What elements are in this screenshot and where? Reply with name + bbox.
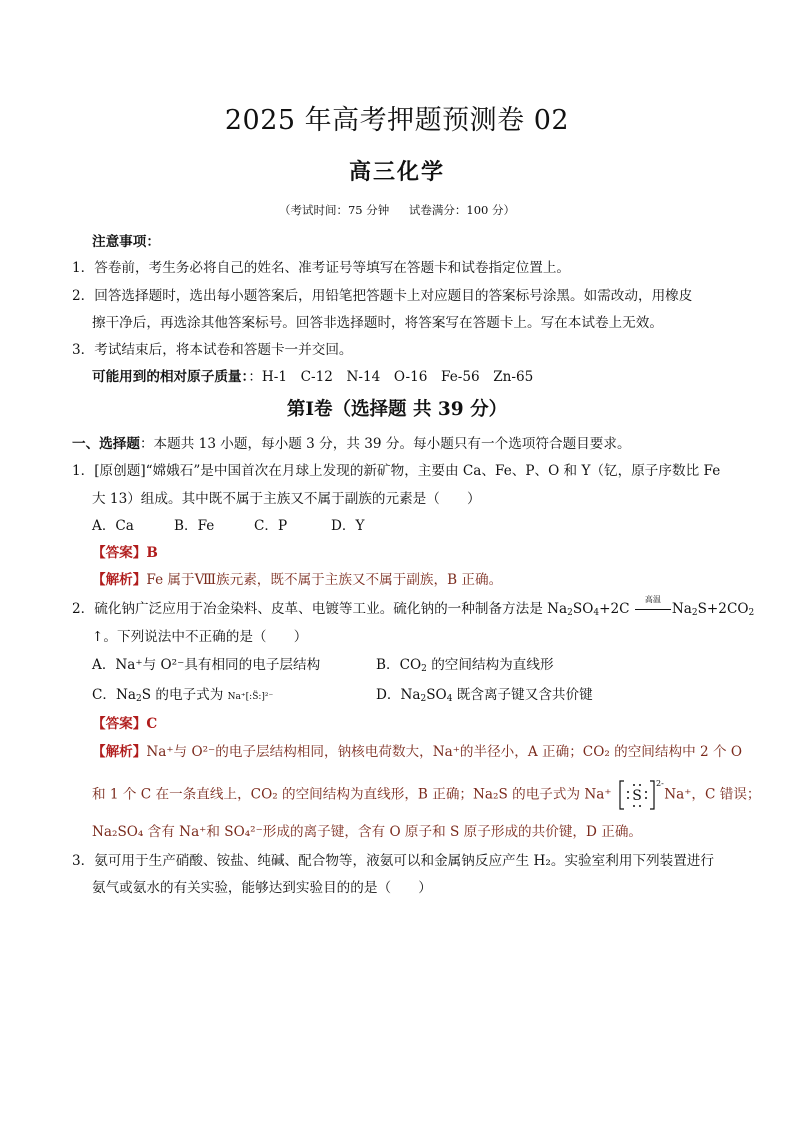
lewis-formula-small: Na⁺[:S̈:]²⁻ [227,692,274,702]
q2-stem-line2: ↑。下列说法中不正确的是（ ） [92,629,308,645]
exam-info [0,202,794,218]
q1-option-a: A．Ca [92,518,134,534]
q2-analysis-line2: 和 1 个 C 在一条直线上，CO₂ 的空间结构为直线形，B 正确；Na₂S 的电子式为 Na⁺ S 2- Na⁺，C 错误； [92,778,761,812]
q2-option-b: B．$CO_2$ 的空间结构为直线形 [376,657,554,674]
exam-title: 2025 年高考押题预测卷 02 [224,105,570,136]
note-item-1: 1．答卷前，考生务必将自己的姓名、准考证号等填写在答题卡和试卷指定位置上。 [72,260,571,276]
q1-stem-line1: 1．[原创题]“嫦娥石”是中国首次在月球上发现的新矿物，主要由 Ca、Fe、P、O 和 Y（钇，原子序数比 Fe [72,463,721,479]
q2-stem-line1: 2．硫化钠广泛应用于冶金染料、皮革、电镀等工业。硫化钠的一种制备方法是 $Na_2SO_4+2C$ 高温 $Na_2S+2CO_2$ [72,595,755,618]
svg-text:S: S [632,788,642,804]
q1-option-b: B．Fe [174,518,215,534]
exam-score: 试卷满分：100 分） [408,203,516,217]
section-title: 第Ⅰ卷（选择题 共 39 分） [286,399,508,420]
q2-option-c: C．$Na_2S$ 的电子式为 Na⁺[:S̈:]²⁻ [92,687,274,704]
q1-stem-line2: 大 13）组成。其中既不属于主族又不属于副族的元素是（ ） [92,491,481,507]
q2-answer: 【答案】C [92,716,158,732]
q3-stem-line2: 氨气或氨水的有关实验，能够达到实验目的的是（ ） [92,880,432,896]
q2-option-a: A．Na⁺与 O²⁻具有相同的电子层结构 [92,657,321,673]
lewis-structure-s2 [616,778,664,812]
q1-option-c: C．P [254,518,288,534]
q3-stem-line1: 3．氨可用于生产硝酸、铵盐、纯碱、配合物等，液氨可以和金属钠反应产生 H₂。实验室利用下列装置进行 [72,853,714,869]
q1-analysis: 【解析】Fe 属于Ⅷ族元素，既不属于主族又不属于副族，B 正确。 [92,572,503,588]
note-item-3: 3．考试结束后，将本试卷和答题卡一并交回。 [72,342,353,358]
part1-intro: 一、选择题：本题共 13 小题，每小题 3 分，共 39 分。每小题只有一个选项符合题目要求。 [72,436,631,452]
q2-analysis-line1: 【解析】Na⁺与 O²⁻的电子层结构相同，钠核电荷数大，Na⁺的半径小，A 正确；CO₂ 的空间结构中 2 个 O [92,744,743,760]
note-item-2-cont: 擦干净后，再选涂其他答案标号。回答非选择题时，将答案写在答题卡上。写在本试卷上无效。 [92,315,663,331]
q1-option-d: D．Y [331,518,365,534]
exam-subtitle: 高三化学 [348,159,445,185]
notes-heading: 注意事项： [92,234,160,250]
svg-text:2-: 2- [655,779,664,788]
atomic-masses: 可能用到的相对原子质量：：H-1 C-12 N-14 O-16 Fe-56 Zn-65 [92,369,534,385]
note-item-2: 2．回答选择题时，选出每小题答案后，用铅笔把答题卡上对应题目的答案标号涂黑。如需改动，用橡皮 [72,288,693,304]
reaction-condition: 高温 [634,601,672,617]
lewis-bracket-diagram [616,778,664,812]
q1-answer: 【答案】B [92,545,158,561]
exam-time: （考试时间：75 分钟 [278,203,390,217]
q2-analysis-line3: Na₂SO₄ 含有 Na⁺和 SO₄²⁻形成的离子键，含有 O 原子和 S 原子形成的共价键，D 正确。 [92,824,643,840]
q2-option-d: D．$Na_2SO_4$ 既含离子键又含共价键 [376,687,593,704]
